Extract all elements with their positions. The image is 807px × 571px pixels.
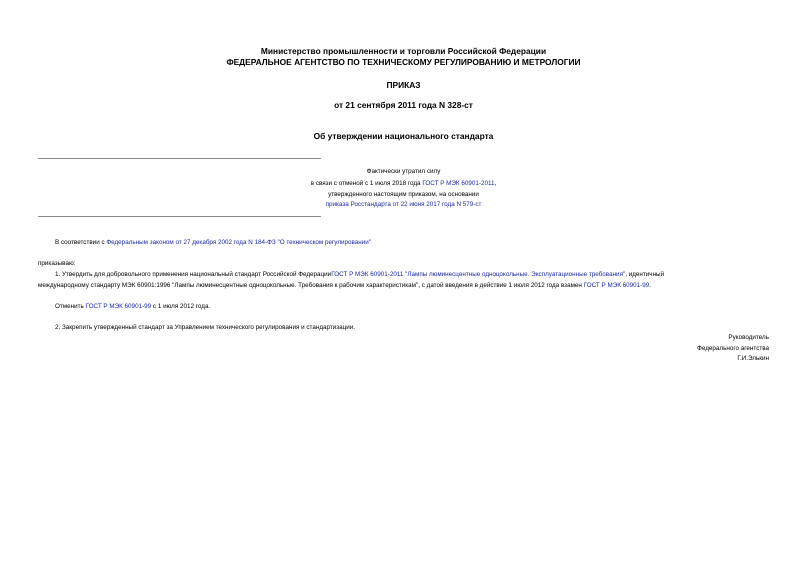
status-line-2-prefix: в связи с отменой с 1 июля 2018 года — [310, 180, 423, 187]
status-line-2-suffix: , — [494, 180, 497, 187]
orders-label: приказываю: — [38, 260, 76, 267]
divider-top — [38, 158, 321, 159]
federal-law-link[interactable]: Федеральным законом от 27 декабря 2002 года N 184-ФЗ "О техническом регулировании" — [106, 239, 372, 246]
signature-title-2: Федерального агентства — [697, 345, 769, 352]
status-standard-link[interactable]: ГОСТ Р МЭК 60901-2011 — [422, 180, 495, 187]
item-1-text-a: 1. Утвердить для добровольного применения национальный стандарт Российской Федерации — [55, 271, 332, 278]
doc-subject: Об утверждении национального стандарта — [313, 131, 494, 141]
gost-2011-link[interactable]: ГОСТ Р МЭК 60901-2011 "Лампы люминесцентные одноцокольные. Эксплуатационные требования" — [331, 271, 626, 278]
item-1-line-2 — [38, 282, 651, 289]
item-1-text-d: . — [649, 282, 652, 289]
item-1-text-b: , идентичный — [625, 271, 665, 278]
status-line-3: утвержденного настоящим приказом, на основании — [328, 191, 479, 198]
gost-99-link[interactable]: ГОСТ Р МЭК 60901-99 — [583, 282, 650, 289]
ministry-title: Министерство промышленности и торговли Российской Федерации — [260, 46, 547, 56]
cancel-prefix: Отменить — [55, 303, 86, 310]
status-line-1: Фактически утратил силу — [366, 168, 441, 175]
status-order-link[interactable]: приказа Росстандарта от 22 июня 2017 года N 579-ст — [325, 201, 482, 208]
doc-date-number: от 21 сентября 2011 года N 328-ст — [334, 100, 473, 110]
preamble — [55, 239, 371, 246]
cancel-paragraph — [55, 303, 210, 310]
preamble-prefix: В соответствии с — [55, 239, 107, 246]
agency-title: ФЕДЕРАЛЬНОЕ АГЕНТСТВО ПО ТЕХНИЧЕСКОМУ РЕГУЛИРОВАНИЮ И МЕТРОЛОГИИ — [226, 57, 581, 67]
cancel-gost-link[interactable]: ГОСТ Р МЭК 60901-99 — [85, 303, 152, 310]
status-line-2 — [0, 180, 807, 187]
cancel-suffix: с 1 июля 2012 года. — [151, 303, 211, 310]
item-1-line-1 — [55, 271, 664, 278]
doc-type: ПРИКАЗ — [386, 80, 421, 90]
divider-bottom — [38, 216, 321, 217]
item-2: 2. Закрепить утвержденный стандарт за Управлением технического регулирования и стандартизации. — [55, 324, 356, 331]
item-1-text-c: международному стандарту МЭК 60901:1996 "Лампы люминесцентные одноцокольные. Требования к рабочим характеристикам", с датой введения в действие 1 июля 2012 года взамен — [38, 282, 584, 289]
signature-name: Г.И.Элькин — [737, 355, 769, 362]
signature-title-1: Руководитель — [728, 334, 769, 341]
